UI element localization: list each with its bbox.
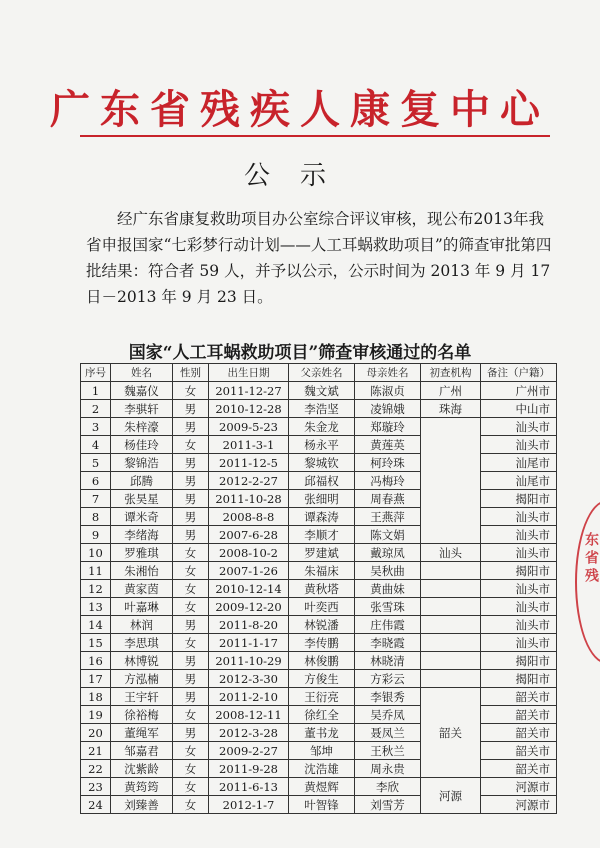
cell-mother: 戴琼凤: [355, 544, 421, 562]
cell-agency: 珠海: [421, 400, 481, 418]
table-row: [81, 580, 557, 598]
cell-mother: 李欣: [355, 778, 421, 796]
table-row: [81, 382, 557, 400]
cell-name: 林润: [111, 616, 173, 634]
cell-mother: 刘雪芳: [355, 796, 421, 814]
cell-name: 董绳军: [111, 724, 173, 742]
cell-gender: 男: [173, 400, 209, 418]
cell-agency: [421, 652, 481, 670]
cell-name: 罗雅琪: [111, 544, 173, 562]
cell-household: 汕头市: [481, 436, 557, 454]
table-row: [81, 508, 557, 526]
cell-father: 王衍亮: [289, 688, 355, 706]
cell-index: 5: [81, 454, 111, 472]
table-row: [81, 400, 557, 418]
cell-gender: 女: [173, 778, 209, 796]
cell-gender: 男: [173, 652, 209, 670]
cell-name: 叶嘉琳: [111, 598, 173, 616]
cell-gender: 女: [173, 598, 209, 616]
cell-name: 朱湘怡: [111, 562, 173, 580]
cell-mother: 张雪珠: [355, 598, 421, 616]
cell-father: 魏文斌: [289, 382, 355, 400]
cell-mother: 吴乔凤: [355, 706, 421, 724]
cell-mother: 陈淑贞: [355, 382, 421, 400]
table-row: [81, 652, 557, 670]
cell-gender: 女: [173, 382, 209, 400]
cell-mother: 冯梅玲: [355, 472, 421, 490]
cell-household: 汕头市: [481, 580, 557, 598]
column-header: 出生日期: [209, 364, 289, 382]
cell-mother: 林晓清: [355, 652, 421, 670]
cell-household: 韶关市: [481, 724, 557, 742]
roster-body: [81, 382, 557, 814]
cell-birthdate: 2011-6-13: [209, 778, 289, 796]
column-header: 姓名: [111, 364, 173, 382]
cell-birthdate: 2012-3-30: [209, 670, 289, 688]
cell-birthdate: 2008-12-11: [209, 706, 289, 724]
cell-mother: 王秋兰: [355, 742, 421, 760]
cell-index: 20: [81, 724, 111, 742]
cell-name: 黎锦浩: [111, 454, 173, 472]
cell-name: 刘臻善: [111, 796, 173, 814]
cell-agency: [421, 670, 481, 688]
cell-gender: 女: [173, 436, 209, 454]
cell-birthdate: 2011-2-10: [209, 688, 289, 706]
cell-birthdate: 2009-2-27: [209, 742, 289, 760]
cell-name: 沈紫龄: [111, 760, 173, 778]
cell-index: 10: [81, 544, 111, 562]
cell-agency: [421, 598, 481, 616]
cell-index: 18: [81, 688, 111, 706]
table-row: [81, 796, 557, 814]
cell-index: 2: [81, 400, 111, 418]
cell-household: 汕头市: [481, 418, 557, 436]
cell-father: 张细明: [289, 490, 355, 508]
cell-name: 张昊星: [111, 490, 173, 508]
cell-mother: 庄伟霞: [355, 616, 421, 634]
cell-gender: 男: [173, 526, 209, 544]
red-divider: [80, 135, 550, 137]
cell-name: 徐裕梅: [111, 706, 173, 724]
cell-agency: [421, 562, 481, 580]
cell-household: 中山市: [481, 400, 557, 418]
cell-gender: 男: [173, 454, 209, 472]
cell-birthdate: 2011-10-28: [209, 490, 289, 508]
official-seal: [575, 500, 600, 664]
cell-household: 汕头市: [481, 526, 557, 544]
table-row: [81, 706, 557, 724]
notice-title: 公示: [243, 161, 356, 191]
cell-birthdate: 2011-10-29: [209, 652, 289, 670]
table-row: [81, 616, 557, 634]
table-row: [81, 598, 557, 616]
cell-father: 沈浩雄: [289, 760, 355, 778]
cell-mother: 周永贵: [355, 760, 421, 778]
column-header: 母亲姓名: [355, 364, 421, 382]
cell-mother: 陈文娟: [355, 526, 421, 544]
cell-index: 23: [81, 778, 111, 796]
cell-father: 邱福权: [289, 472, 355, 490]
cell-name: 林博锐: [111, 652, 173, 670]
cell-mother: 凌锦娥: [355, 400, 421, 418]
cell-birthdate: 2008-8-8: [209, 508, 289, 526]
cell-father: 朱金龙: [289, 418, 355, 436]
seal-text: 东省残: [583, 532, 599, 586]
cell-birthdate: 2008-10-2: [209, 544, 289, 562]
cell-birthdate: 2011-9-28: [209, 760, 289, 778]
cell-index: 17: [81, 670, 111, 688]
cell-name: 王宇轩: [111, 688, 173, 706]
cell-index: 9: [81, 526, 111, 544]
cell-agency: 汕头: [421, 544, 481, 562]
cell-father: 林俊鹏: [289, 652, 355, 670]
cell-agency: [421, 418, 481, 544]
cell-household: 汕尾市: [481, 454, 557, 472]
cell-father: 李传鹏: [289, 634, 355, 652]
cell-father: 黄煜辉: [289, 778, 355, 796]
cell-household: 韶关市: [481, 688, 557, 706]
cell-father: 杨永平: [289, 436, 355, 454]
cell-index: 11: [81, 562, 111, 580]
table-row: [81, 472, 557, 490]
table-title: 国家“人工耳蜗救助项目”筛查审核通过的名单: [128, 343, 472, 363]
cell-birthdate: 2010-12-14: [209, 580, 289, 598]
cell-name: 邹嘉君: [111, 742, 173, 760]
cell-gender: 男: [173, 490, 209, 508]
cell-household: 揭阳市: [481, 670, 557, 688]
cell-index: 1: [81, 382, 111, 400]
cell-gender: 女: [173, 706, 209, 724]
cell-index: 22: [81, 760, 111, 778]
cell-household: 韶关市: [481, 706, 557, 724]
cell-mother: 郑璇玲: [355, 418, 421, 436]
cell-index: 14: [81, 616, 111, 634]
cell-father: 方俊生: [289, 670, 355, 688]
cell-gender: 女: [173, 742, 209, 760]
cell-birthdate: 2012-3-28: [209, 724, 289, 742]
table-row: [81, 724, 557, 742]
cell-birthdate: 2011-3-1: [209, 436, 289, 454]
cell-mother: 周春燕: [355, 490, 421, 508]
cell-gender: 男: [173, 724, 209, 742]
cell-index: 16: [81, 652, 111, 670]
cell-index: 7: [81, 490, 111, 508]
cell-name: 魏嘉仪: [111, 382, 173, 400]
table-row: [81, 454, 557, 472]
cell-household: 汕头市: [481, 544, 557, 562]
cell-name: 朱梓濠: [111, 418, 173, 436]
cell-name: 杨佳玲: [111, 436, 173, 454]
cell-father: 李顺才: [289, 526, 355, 544]
cell-household: 揭阳市: [481, 490, 557, 508]
cell-index: 4: [81, 436, 111, 454]
table-row: [81, 778, 557, 796]
cell-gender: 女: [173, 562, 209, 580]
cell-father: 黎城钦: [289, 454, 355, 472]
cell-birthdate: 2012-2-27: [209, 472, 289, 490]
cell-gender: 男: [173, 418, 209, 436]
cell-household: 韶关市: [481, 742, 557, 760]
table-row: [81, 634, 557, 652]
cell-mother: 聂凤兰: [355, 724, 421, 742]
cell-mother: 方彩云: [355, 670, 421, 688]
cell-birthdate: 2011-8-20: [209, 616, 289, 634]
cell-father: 邹坤: [289, 742, 355, 760]
column-header: 序号: [81, 364, 111, 382]
cell-father: 叶智锋: [289, 796, 355, 814]
table-row: [81, 544, 557, 562]
cell-father: 徐红全: [289, 706, 355, 724]
table-row: [81, 742, 557, 760]
cell-household: 广州市: [481, 382, 557, 400]
cell-index: 3: [81, 418, 111, 436]
cell-gender: 男: [173, 616, 209, 634]
cell-father: 董书龙: [289, 724, 355, 742]
cell-name: 方泓楠: [111, 670, 173, 688]
notice-body: [86, 206, 556, 310]
cell-household: 河源市: [481, 778, 557, 796]
cell-father: 叶奕西: [289, 598, 355, 616]
cell-name: 黄家茵: [111, 580, 173, 598]
cell-name: 李骐轩: [111, 400, 173, 418]
table-row: [81, 760, 557, 778]
cell-birthdate: 2007-6-28: [209, 526, 289, 544]
cell-name: 黄筠筠: [111, 778, 173, 796]
table-row: [81, 436, 557, 454]
cell-household: 汕头市: [481, 508, 557, 526]
table-row: [81, 526, 557, 544]
cell-mother: 李晓霞: [355, 634, 421, 652]
cell-index: 15: [81, 634, 111, 652]
cell-gender: 女: [173, 760, 209, 778]
cell-agency: [421, 616, 481, 634]
cell-household: 汕尾市: [481, 472, 557, 490]
cell-agency: 河源: [421, 778, 481, 814]
cell-mother: 王燕萍: [355, 508, 421, 526]
cell-gender: 女: [173, 544, 209, 562]
cell-name: 李思琪: [111, 634, 173, 652]
cell-household: 河源市: [481, 796, 557, 814]
notice-paragraph: 经广东省康复救助项目办公室综合评议审核，现公布2013年我省申报国家“七彩梦行动计划——人工耳蜗救助项目”的筛查审批第四批结果：符合者 59 人，并予以公示，公示时间为 2013 年 9 月 17 日－2013 年 9 月 23 日。: [86, 210, 552, 306]
column-header: 初查机构: [421, 364, 481, 382]
table-row: [81, 562, 557, 580]
cell-household: 揭阳市: [481, 562, 557, 580]
cell-index: 12: [81, 580, 111, 598]
cell-birthdate: 2009-5-23: [209, 418, 289, 436]
header-row: [81, 364, 557, 382]
cell-birthdate: 2012-1-7: [209, 796, 289, 814]
cell-household: 揭阳市: [481, 652, 557, 670]
cell-agency: [421, 580, 481, 598]
roster-header: [81, 364, 557, 382]
table-row: [81, 688, 557, 706]
cell-mother: 吴秋曲: [355, 562, 421, 580]
cell-father: 罗建斌: [289, 544, 355, 562]
cell-index: 24: [81, 796, 111, 814]
cell-index: 19: [81, 706, 111, 724]
cell-index: 6: [81, 472, 111, 490]
cell-birthdate: 2009-12-20: [209, 598, 289, 616]
cell-gender: 女: [173, 634, 209, 652]
table-row: [81, 490, 557, 508]
cell-father: 林锐潘: [289, 616, 355, 634]
cell-name: 谭米奇: [111, 508, 173, 526]
cell-mother: 黄曲妹: [355, 580, 421, 598]
cell-father: 李浩坚: [289, 400, 355, 418]
cell-agency: [421, 634, 481, 652]
cell-birthdate: 2011-12-5: [209, 454, 289, 472]
cell-father: 朱福床: [289, 562, 355, 580]
column-header: 备注（户籍）: [481, 364, 557, 382]
cell-name: 李绪海: [111, 526, 173, 544]
cell-gender: 女: [173, 796, 209, 814]
org-title: 广东省残疾人康复中心: [50, 86, 550, 133]
cell-household: 汕头市: [481, 616, 557, 634]
cell-birthdate: 2011-12-27: [209, 382, 289, 400]
cell-mother: 柯玲珠: [355, 454, 421, 472]
cell-gender: 男: [173, 688, 209, 706]
column-header: 父亲姓名: [289, 364, 355, 382]
cell-index: 13: [81, 598, 111, 616]
cell-gender: 女: [173, 580, 209, 598]
cell-gender: 男: [173, 670, 209, 688]
cell-name: 邱腾: [111, 472, 173, 490]
column-header: 性别: [173, 364, 209, 382]
cell-gender: 男: [173, 508, 209, 526]
table-row: [81, 418, 557, 436]
cell-father: 黄秋塔: [289, 580, 355, 598]
table-row: [81, 670, 557, 688]
roster-table: [80, 363, 557, 814]
cell-birthdate: 2007-1-26: [209, 562, 289, 580]
cell-gender: 男: [173, 472, 209, 490]
cell-household: 韶关市: [481, 760, 557, 778]
cell-agency: 韶关: [421, 688, 481, 778]
cell-index: 21: [81, 742, 111, 760]
cell-household: 汕头市: [481, 598, 557, 616]
cell-birthdate: 2010-12-28: [209, 400, 289, 418]
cell-index: 8: [81, 508, 111, 526]
cell-agency: 广州: [421, 382, 481, 400]
cell-mother: 李银秀: [355, 688, 421, 706]
cell-father: 谭森涛: [289, 508, 355, 526]
cell-birthdate: 2011-1-17: [209, 634, 289, 652]
cell-mother: 黄莲英: [355, 436, 421, 454]
cell-household: 汕头市: [481, 634, 557, 652]
